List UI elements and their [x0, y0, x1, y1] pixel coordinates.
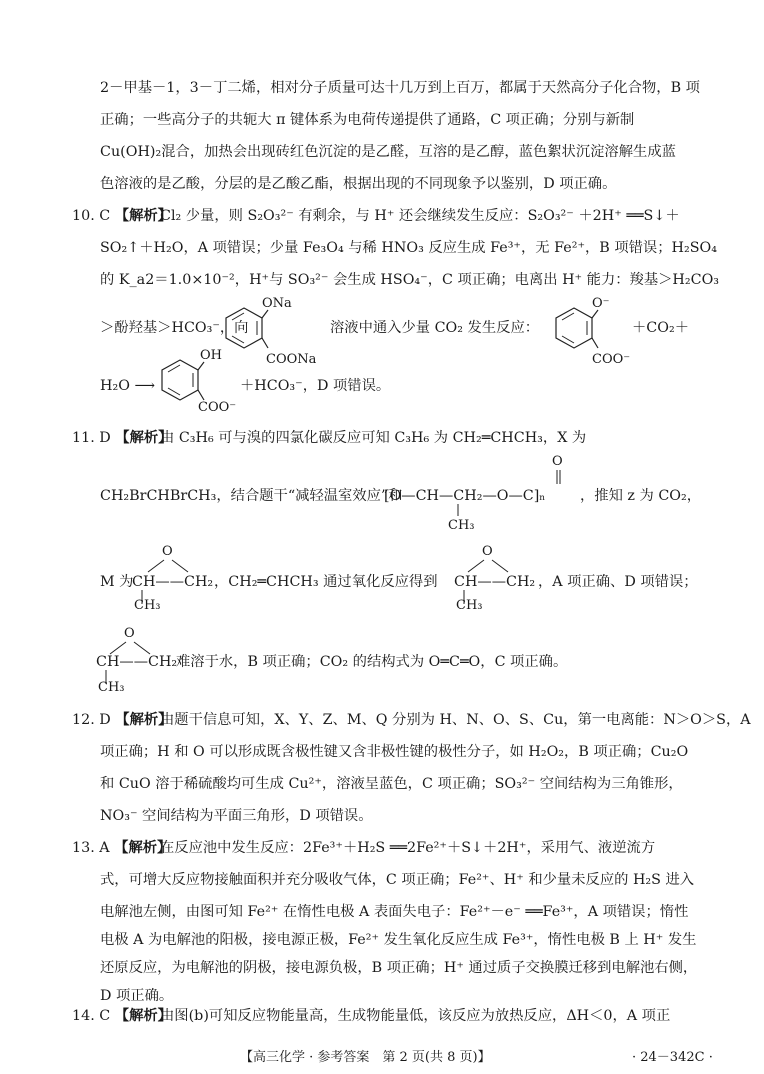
question-number: 12. D [72, 712, 111, 728]
carbonyl-bond-icon [556, 470, 562, 486]
benzene-coona-label: COONa [266, 352, 317, 367]
question-11 [72, 428, 172, 448]
bond-line-icon [456, 504, 460, 518]
q11-line-3a: M 为 [100, 574, 134, 590]
question-13 [72, 838, 171, 858]
q10-line-5b: ＋HCO₃⁻，D 项错误。 [240, 378, 391, 394]
analysis-tag: 【解析】 [114, 840, 172, 856]
epoxide-formula: CH——CH₂ [96, 654, 178, 670]
polymer-carbonyl-o: O [552, 454, 563, 469]
footer-title: 【高三化学 · 参考答案 第 2 页(共 8 页)】 [240, 1050, 491, 1065]
q11-line-1: 由 C₃H₆ 可与溴的四氯化碳反应可知 C₃H₆ 为 CH₂═CHCH₃，X 为 [160, 430, 587, 446]
question-number: 14. C [72, 1008, 111, 1024]
paragraph-line: 正确；一些高分子的共轭大 π 键体系为电荷传递提供了通路，C 项正确；分别与新制 [100, 112, 635, 128]
paragraph-line: 2－甲基－1，3－丁二烯，相对分子质量可达十几万到上百万，都属于天然高分子化合物，B 项 [100, 80, 700, 96]
question-number: 10. C [72, 208, 111, 224]
benzene-ominus-label: O⁻ [592, 296, 610, 311]
q11-line-3b: ，CH₂═CHCH₃ 通过氧化反应得到 [214, 574, 438, 590]
benzene-ona-label: ONa [262, 296, 292, 311]
q13-line-5: 还原反应，为电解池的阴极，接电源负极，B 项正确；H⁺ 通过质子交换膜迁移到电解池右侧， [100, 960, 698, 976]
epoxide-formula: CH——CH₂ [132, 574, 214, 590]
epoxide-o: O [124, 626, 135, 641]
q10-line-5a: H₂O ⟶ [100, 378, 155, 394]
epoxide-o: O [162, 544, 173, 559]
question-14 [72, 1006, 172, 1026]
benzene-ring-icon [222, 304, 266, 356]
q10-line-4a: ＞酚羟基＞HCO₃⁻，向 [100, 320, 249, 336]
benzene-coominus-label: COO⁻ [198, 400, 237, 415]
footer-code: · 24－342C · [632, 1050, 713, 1065]
q11-line-4b: 难溶于水，B 项正确；CO₂ 的结构式为 O═C═O，C 项正确。 [176, 654, 568, 670]
q13-line-2: 式，可增大反应物接触面积并充分吸收气体，C 项正确；Fe²⁺、H⁺ 和少量未反应的 H₂S 进入 [100, 872, 695, 888]
analysis-tag: 【解析】 [114, 208, 172, 224]
q11-line-3c: ，A 项正确、D 项错误； [538, 574, 698, 590]
q12-line-3: 和 CuO 溶于稀硫酸均可生成 Cu²⁺，溶液呈蓝色，C 项正确；SO₃²⁻ 空间结构为三角锥形， [100, 776, 683, 792]
benzene-ring-icon [158, 356, 202, 408]
question-10 [72, 206, 172, 226]
q11-line-2a: CH₂BrCHBrCH₃，结合题干“减轻温室效应”和 [100, 488, 403, 504]
benzene-oh-label: OH [200, 348, 222, 363]
epoxide-methyl: CH₃ [98, 680, 125, 695]
analysis-tag: 【解析】 [115, 430, 173, 446]
q13-line-3: 电解池左侧，由图可知 Fe²⁺ 在惰性电极 A 表面失电子：Fe²⁺－e⁻ ══Fe³⁺，A 项错误；惰性 [100, 904, 689, 920]
paragraph-line: Cu(OH)₂混合，加热会出现砖红色沉淀的是乙醛，互溶的是乙醇，蓝色絮状沉淀溶解生成蓝 [100, 144, 676, 160]
q10-line-4b: 溶液中通入少量 CO₂ 发生反应： [330, 320, 540, 336]
epoxide-o: O [482, 544, 493, 559]
q13-line-6: D 项正确。 [100, 988, 174, 1004]
q13-line-4: 电极 A 为电解池的阳极，接电源正极，Fe²⁺ 发生氧化反应生成 Fe³⁺，惰性电极 B 上 H⁺ 发生 [100, 932, 697, 948]
question-number: 13. A [72, 840, 110, 856]
q10-line-4c: ＋CO₂＋ [632, 320, 689, 336]
question-number: 11. D [72, 430, 111, 446]
q11-line-2b: ，推知 z 为 CO₂， [580, 488, 702, 504]
q12-line-4: NO₃⁻ 空间结构为平面三角形，D 项错误。 [100, 808, 373, 824]
benzene-ring-icon [552, 304, 596, 356]
epoxide-formula: CH——CH₂ [454, 574, 536, 590]
analysis-tag: 【解析】 [115, 712, 173, 728]
epoxide-methyl: CH₃ [134, 598, 161, 613]
polymer-methyl: CH₃ [448, 518, 475, 533]
q10-line-3: 的 K_a2＝1.0×10⁻²，H⁺与 SO₃²⁻ 会生成 HSO₄⁻，C 项正确；电离出 H⁺ 能力：羧基＞H₂CO₃ [100, 272, 720, 288]
question-12 [72, 710, 172, 730]
benzene-coominus-label: COO⁻ [592, 352, 631, 367]
q12-line-2: 项正确；H 和 O 可以形成既含极性键又含非极性键的极性分子，如 H₂O₂，B 项正确；Cu₂O [100, 744, 689, 760]
epoxide-methyl: CH₃ [456, 598, 483, 613]
paragraph-line: 色溶液的是乙酸，分层的是乙酸乙酯，根据出现的不同现象予以鉴别，D 项正确。 [100, 176, 617, 192]
q12-line-1: 由题干信息可知，X、Y、Z、M、Q 分别为 H、N、O、S、Cu，第一电离能：N＞O＞S，A [160, 712, 751, 728]
polymer-formula: [O—CH—CH₂—O—C]ₙ [384, 488, 546, 504]
q13-line-1: 在反应池中发生反应：2Fe³⁺＋H₂S ══2Fe²⁺＋S↓＋2H⁺，采用气、液逆流方 [160, 840, 656, 856]
analysis-tag: 【解析】 [114, 1008, 172, 1024]
q14-line-1: 由图(b)可知反应物能量高，生成物能量低，该反应为放热反应，ΔH＜0，A 项正 [160, 1008, 671, 1024]
q10-line-1: Cl₂ 少量，则 S₂O₃²⁻ 有剩余，与 H⁺ 还会继续发生反应：S₂O₃²⁻ ＋2H⁺ ══S↓＋ [160, 208, 680, 224]
q10-line-2: SO₂↑＋H₂O，A 项错误；少量 Fe₃O₄ 与稀 HNO₃ 反应生成 Fe³⁺，无 Fe²⁺，B 项错误；H₂SO₄ [100, 240, 717, 256]
